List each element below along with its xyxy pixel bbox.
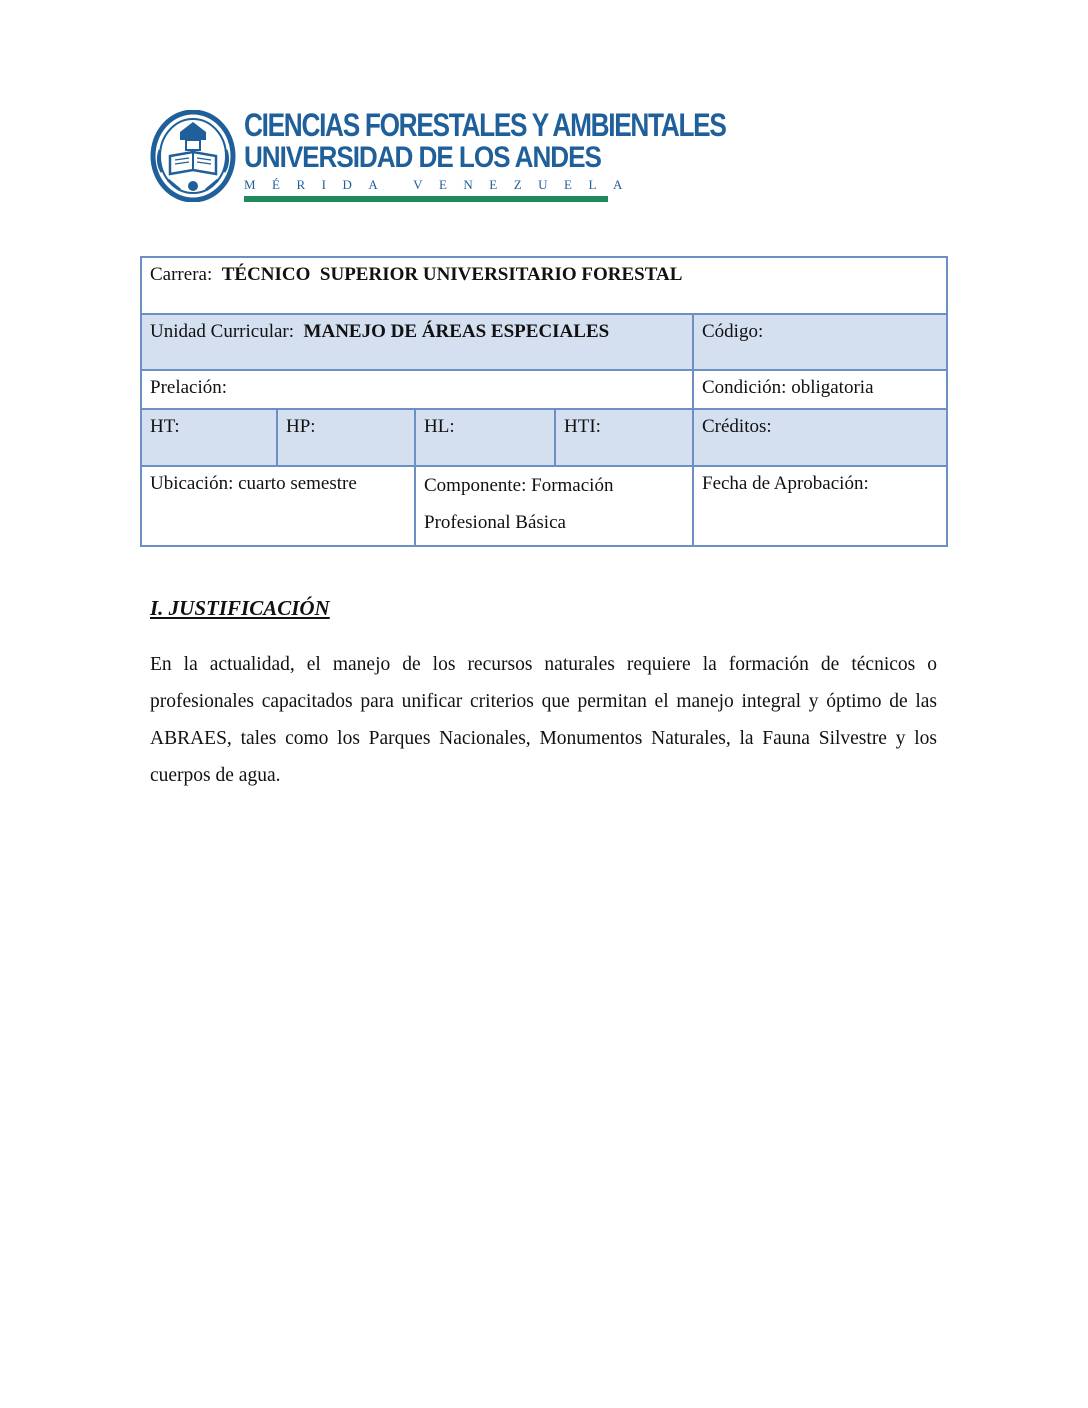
brand-location: MÉRIDA VENEZUELA: [244, 177, 639, 192]
course-info-table: [140, 256, 948, 547]
brand-faculty-name: CIENCIAS FORESTALES Y AMBIENTALES: [244, 107, 726, 143]
justification-paragraph: En la actualidad, el manejo de los recursos naturales requiere la formación de técnicos o profesionales capacitados para unificar criterios que permitan el manejo integral y óptimo de las ABRAES, tales como los Parques Nacionales, Monumentos Naturales, la Fauna Silvestre y los cuerpos de agua.: [150, 654, 937, 786]
carrera-value: TÉCNICO SUPERIOR UNIVERSITARIO FORESTAL: [221, 264, 683, 285]
ht-cell: HT:: [141, 409, 277, 466]
componente-cell: Componente: Formación Profesional Básica: [415, 466, 693, 546]
prelacion-cell: Prelación:: [141, 370, 693, 409]
hp-cell: HP:: [277, 409, 415, 466]
carrera-label: Carrera:: [150, 264, 213, 285]
fecha-aprobacion-cell: Fecha de Aprobación:: [693, 466, 947, 546]
codigo-cell: Código:: [693, 314, 947, 370]
unidad-value: MANEJO DE ÁREAS ESPECIALES: [303, 321, 610, 342]
ubicacion-cell: Ubicación: cuarto semestre: [141, 466, 415, 546]
section-title: I. JUSTIFICACIÓN: [150, 596, 330, 620]
unidad-label: Unidad Curricular:: [150, 321, 295, 342]
brand-block: [244, 107, 726, 202]
condicion-cell: Condición: obligatoria: [693, 370, 947, 409]
brand-underline: [244, 196, 608, 202]
hl-cell: HL:: [415, 409, 555, 466]
creditos-cell: Créditos:: [693, 409, 947, 466]
university-seal-icon: [150, 110, 236, 202]
brand-university-name: UNIVERSIDAD DE LOS ANDES: [244, 141, 601, 174]
carrera-cell: [141, 257, 947, 314]
hti-cell: HTI:: [555, 409, 693, 466]
unidad-curricular-cell: [141, 314, 693, 370]
document-header: [150, 107, 726, 208]
